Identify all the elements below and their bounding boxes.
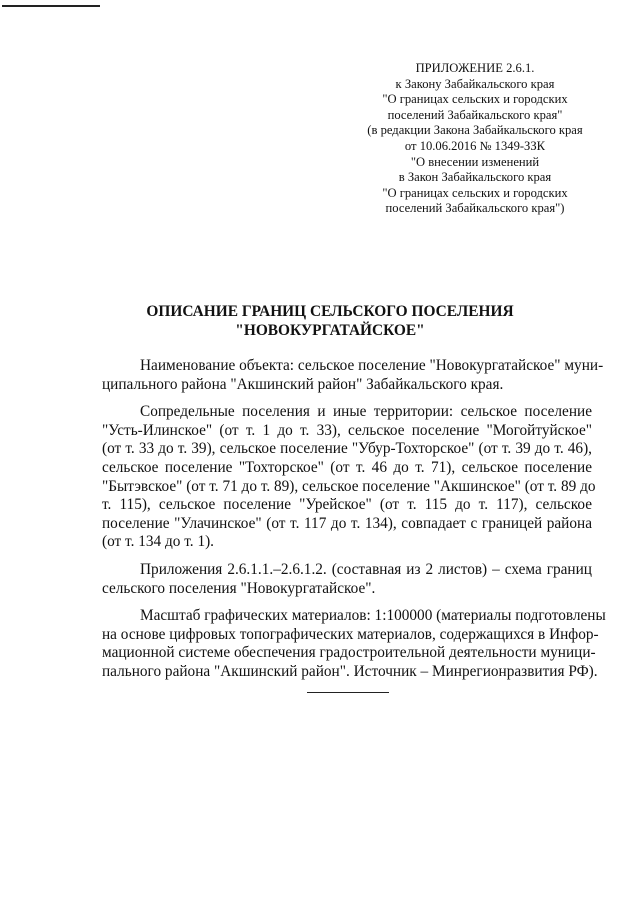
text-line: "Усть-Илинское" (от т. 1 до т. 33), сельское поселение "Могойтуйское" [102,421,592,439]
top-rule [2,5,100,7]
paragraph-scale [102,607,606,681]
appendix-line: (в редакции Закона Забайкальского края [367,123,583,138]
paragraph-appendices [102,561,592,598]
appendix-line: от 10.06.2016 № 1349-ЗЗК [404,138,546,153]
text-line: "Бытэвское" (от т. 71 до т. 89), сельское поселение "Акшинское" (от т. 89 до [102,477,596,495]
text-line: сельское поселение "Тохторское" (от т. 46 до т. 71), сельское поселение [102,458,592,476]
appendix-line: "О границах сельских и городских [382,92,568,107]
text-line: Приложения 2.6.1.1.–2.6.1.2. (составная из 2 листов) – схема границ [140,560,592,578]
text-line: (от т. 134 до т. 1). [102,533,215,551]
title-line-2: "НОВОКУРГАТАЙСКОЕ" [235,321,425,339]
text-line: сельского поселения "Новокургатайское". [102,579,376,597]
appendix-line: поселений Забайкальского края" [387,107,563,122]
text-line: Сопредельные поселения и иные территории: сельское поселение [140,403,592,421]
title-line-1: ОПИСАНИЕ ГРАНИЦ СЕЛЬСКОГО ПОСЕЛЕНИЯ [146,303,514,320]
appendix-line: ПРИЛОЖЕНИЕ 2.6.1. [415,61,535,75]
text-line: (от т. 33 до т. 39), сельское поселение "Убур-Тохторское" (от т. 39 до т. 46), [102,440,592,458]
document-body [102,357,606,691]
end-rule [307,692,389,693]
appendix-line: поселений Забайкальского края") [385,201,565,216]
appendix-line: к Закону Забайкальского края [395,76,555,91]
text-line: пального района "Акшинский район". Источник – Минрегионразвития РФ). [102,662,598,680]
text-line: поселение "Улачинское" (от т. 117 до т. 134), совпадает с границей района [102,514,592,532]
appendix-line: "О границах сельских и городских [382,185,568,200]
text-line: ципального района "Акшинский район" Забайкальского края. [102,375,504,393]
text-line: т. 115), сельское поселение "Урейское" (от т. 115 до т. 117), сельское [102,496,592,514]
appendix-line: в Закон Забайкальского края [398,170,552,185]
paragraph-object-name [102,357,604,394]
text-line: мационной системе обеспечения градостроительной деятельности муници- [102,644,596,662]
text-line: Наименование объекта: сельское поселение "Новокургатайское" муни- [140,357,604,374]
text-line: на основе цифровых топографических материалов, содержащихся в Инфор- [102,625,599,643]
document-title [100,303,560,340]
appendix-line: "О внесении изменений [410,154,540,169]
appendix-header [360,61,590,217]
paragraph-adjacent-territories [102,403,596,552]
text-line: Масштаб графических материалов: 1:100000 (материалы подготовлены [140,607,606,625]
